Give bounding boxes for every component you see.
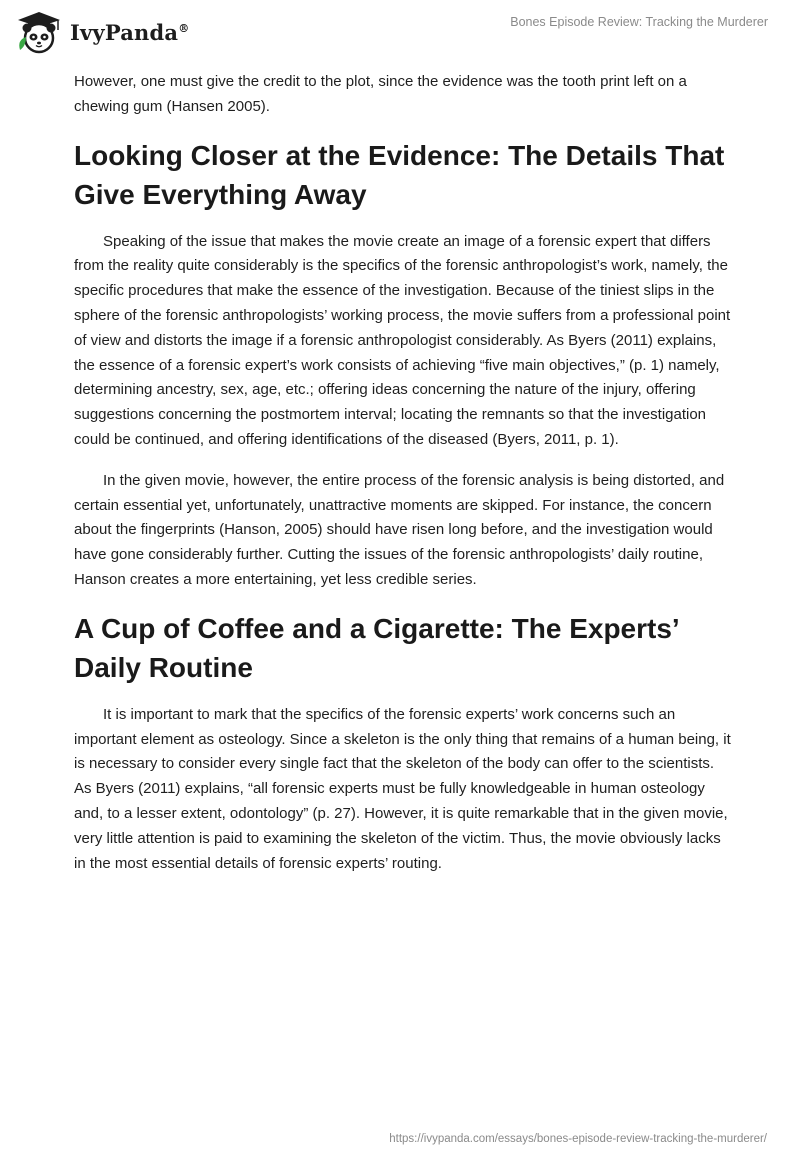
- paragraph: It is important to mark that the specifics of the forensic experts’ work concerns such an important element as osteology. Since a skeleton is the only thing that remains of a human being, it is necessary to consider every single fact that the skeleton of the body can offer to the scientists. As Byers (2011) explains, “all forensic experts must be fully knowledgeable in human osteology and, to a lesser extent, odontology” (p. 27). However, it is quite remarkable that in the given movie, very little attention is paid to examining the skeleton of the victim. Thus, the movie obviously lacks in the most essential details of forensic experts’ routing.: [74, 705, 731, 872]
- registered-mark: ®: [178, 21, 190, 35]
- source-url[interactable]: https://ivypanda.com/essays/bones-episode-review-tracking-the-murderer/: [389, 1133, 767, 1145]
- ivypanda-logo[interactable]: [14, 10, 189, 54]
- paragraph: Speaking of the issue that makes the movie create an image of a forensic expert that differs from the reality quite considerably is the specifics of the forensic anthropologist’s work, namely, the specific procedures that make the essence of the investigation. Because of the tiniest slips in the sphere of the forensic anthropologists’ working process, the movie suffers from a professional point of view and distorts the image if a forensic anthropologist considerably. As Byers (2011) explains, the essence of a forensic expert’s work consists of achieving “five main objectives,” (p. 1) namely, determining ancestry, sex, age, etc.; offering ideas concerning the nature of the injury, offering suggestions concerning the postmortem interval; locating the remnants so that the investigation could be continued, and offering identifications of the diseased (Byers, 2011, p. 1).: [74, 232, 731, 448]
- paragraph: In the given movie, however, the entire process of the forensic analysis is being distorted, and certain essential yet, unfortunately, unattractive moments are skipped. For instance, the concern about the fingerprints (Hanson, 2005) should have risen long before, and the investigation would have gone considerably further. Cutting the issues of the forensic anthropologists’ daily routine, Hanson creates a more entertaining, yet less credible series.: [74, 471, 725, 588]
- panda-icon: [14, 10, 64, 54]
- section-heading-daily-routine: A Cup of Coffee and a Cigarette: The Experts’ Daily Routine: [74, 612, 679, 683]
- page-header: [0, 0, 800, 62]
- logo-wordmark: IvyPanda®: [70, 19, 190, 45]
- intro-paragraph: However, one must give the credit to the plot, since the evidence was the tooth print left on a chewing gum (Hansen 2005).: [74, 73, 687, 115]
- article-body: [74, 70, 734, 876]
- section-heading-evidence: Looking Closer at the Evidence: The Details That Give Everything Away: [74, 139, 725, 210]
- page-title: Bones Episode Review: Tracking the Murderer: [510, 15, 768, 29]
